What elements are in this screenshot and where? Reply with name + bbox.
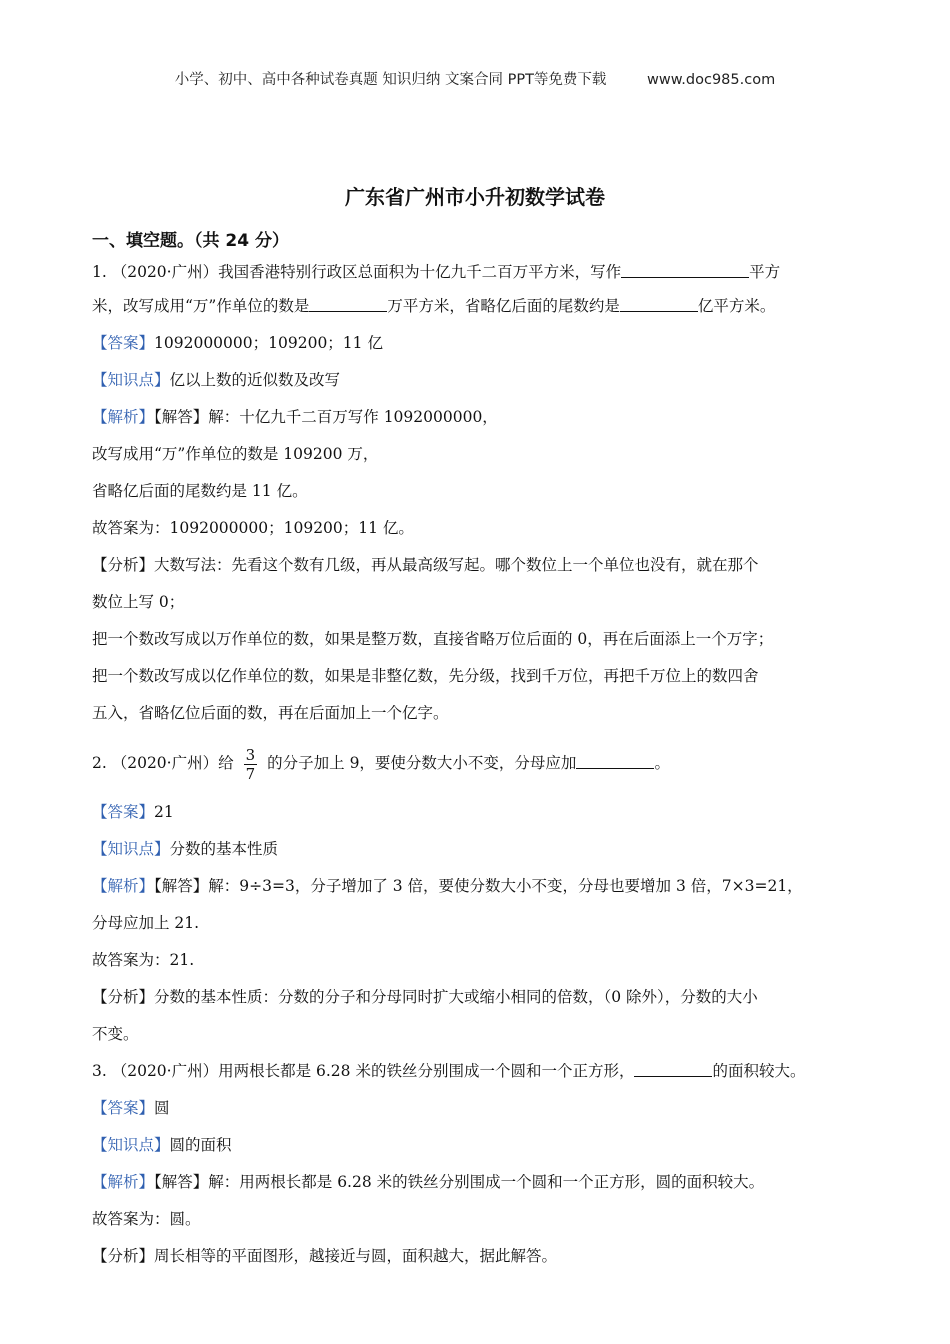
- analysis-tag: 【解析】: [92, 408, 155, 426]
- answer-blank: [634, 1059, 712, 1077]
- knowledge-text: 亿以上数的近似数及改写: [169, 371, 341, 389]
- q2-fenxi-line: 不变。: [92, 1025, 139, 1043]
- answer-tag: 【答案】: [92, 1099, 155, 1117]
- q1-line1: [92, 256, 862, 288]
- q1-fenxi-line: 【分析】大数写法：先看这个数有几级，再从最高级写起。哪个数位上一个单位也没有，就在那个: [92, 556, 759, 574]
- q2-analysis: [92, 868, 862, 905]
- q3-text: 3. （2020·广州）用两根长都是 6.28 米的铁丝分别围成一个圆和一个正方形，: [92, 1062, 635, 1080]
- analysis-tag: 【解析】: [92, 1173, 155, 1191]
- answer-blank: [620, 294, 698, 312]
- q2-line1: [92, 732, 862, 794]
- q1-text: 万平方米，省略亿后面的尾数约是: [387, 297, 620, 315]
- answer-blank: [576, 751, 654, 769]
- q2-text: 。: [654, 754, 670, 772]
- q3-fenxi-line: 【分析】周长相等的平面图形，越接近与圆，面积越大，据此解答。: [92, 1247, 558, 1265]
- answer-tag: 【答案】: [92, 803, 155, 821]
- answer-tag: 【答案】: [92, 334, 155, 352]
- q1-fenxi-line: 五入，省略亿位后面的数，再在后面加上一个亿字。: [92, 704, 449, 722]
- header-site: www.doc985.com: [647, 72, 776, 88]
- document-body: [92, 226, 862, 1275]
- header-text: 小学、初中、高中各种试卷真题 知识归纳 文案合同 PPT等免费下载: [174, 72, 607, 88]
- answer-blank: [621, 260, 749, 278]
- answer-text: 圆: [154, 1099, 170, 1117]
- page-header: [0, 68, 950, 89]
- q1-text: 1. （2020·广州）我国香港特别行政区总面积为十亿九千二百万平方米，写作: [92, 263, 622, 281]
- q2-fenxi-line: 【分析】分数的基本性质：分数的分子和分母同时扩大或缩小相同的倍数，（0 除外），分数的大小: [92, 988, 758, 1006]
- analysis-text: 【解答】解：十亿九千二百万写作 1092000000，: [154, 408, 498, 426]
- section-title: 一、填空题。（共 24 分）: [92, 231, 289, 251]
- q1-text: 平方: [749, 263, 781, 281]
- q1-text: 亿平方米。: [697, 297, 776, 315]
- q1-fenxi-line: 把一个数改写成以万作单位的数，如果是整万数，直接省略万位后面的 0，再在后面添上一个万字；: [92, 630, 774, 648]
- q3-line1: [92, 1053, 862, 1090]
- q1-analysis-line: 故答案为：1092000000；109200；11 亿。: [92, 519, 414, 537]
- q3-answer: [92, 1090, 862, 1127]
- q2-knowledge: [92, 831, 862, 868]
- knowledge-text: 圆的面积: [169, 1136, 232, 1154]
- page-title: 广东省广州市小升初数学试卷: [345, 185, 605, 209]
- knowledge-tag: 【知识点】: [92, 840, 170, 858]
- fraction-numerator: 3: [245, 745, 256, 764]
- answer-text: 21: [154, 803, 174, 821]
- analysis-text: 【解答】解：用两根长都是 6.28 米的铁丝分别围成一个圆和一个正方形，圆的面积较大。: [154, 1173, 765, 1191]
- answer-text: 1092000000；109200；11 亿: [154, 334, 383, 352]
- answer-blank: [309, 294, 387, 312]
- analysis-text: 【解答】解：9÷3=3，分子增加了 3 倍，要使分数大小不变，分母也要增加 3 倍，7×3=21，: [154, 877, 803, 895]
- q1-fenxi-line: 把一个数改写成以亿作单位的数，如果是非整亿数，先分级，找到千万位，再把千万位上的数四舍: [92, 667, 759, 685]
- q2-analysis-line: 分母应加上 21.: [92, 914, 200, 932]
- q2-text: 的分子加上 9，要使分数大小不变，分母应加: [267, 754, 577, 772]
- q2-analysis-line: 故答案为：21.: [92, 951, 195, 969]
- q3-text: 的面积较大。: [712, 1062, 806, 1080]
- knowledge-tag: 【知识点】: [92, 1136, 170, 1154]
- q1-analysis-line: 省略亿后面的尾数约是 11 亿。: [92, 482, 308, 500]
- q3-analysis-line: 故答案为：圆。: [92, 1210, 201, 1228]
- fraction-denominator: 7: [245, 764, 256, 783]
- q3-analysis: [92, 1164, 862, 1201]
- q1-fenxi-line: 数位上写 0；: [92, 593, 185, 611]
- analysis-tag: 【解析】: [92, 877, 155, 895]
- q1-knowledge: [92, 362, 862, 399]
- knowledge-text: 分数的基本性质: [169, 840, 279, 858]
- q2-answer: [92, 794, 862, 831]
- fraction: [244, 746, 258, 783]
- q2-text: 2. （2020·广州）给: [92, 754, 234, 772]
- q1-line2: [92, 288, 862, 325]
- q1-analysis-line: 改写成用“万”作单位的数是 109200 万，: [92, 445, 379, 463]
- knowledge-tag: 【知识点】: [92, 371, 170, 389]
- q1-analysis: [92, 399, 862, 436]
- q1-text: 米，改写成用“万”作单位的数是: [92, 297, 310, 315]
- q3-knowledge: [92, 1127, 862, 1164]
- q1-answer: [92, 325, 862, 362]
